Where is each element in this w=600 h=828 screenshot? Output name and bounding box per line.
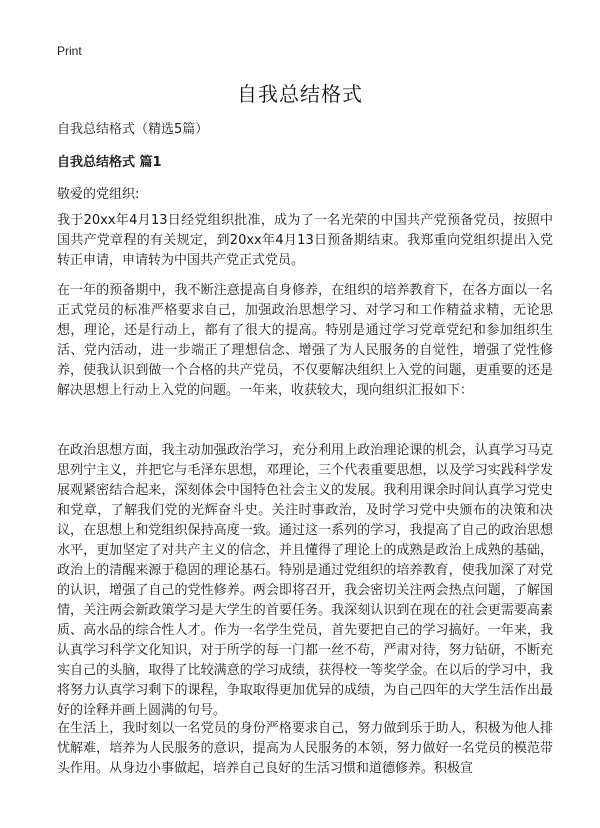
- page-title: 自我总结格式: [237, 82, 363, 106]
- greeting-line: 敬爱的党组织:: [57, 187, 140, 202]
- body-paragraph: 在政治思想方面，我主动加强政治学习，充分利用上政治理论课的机会，认真学习马克思列宁主义，并把它与毛泽东思想，邓理论，三个代表重要思想，以及学习实践科学发展观紧密结合起来，深刻体会中国特色社会主义的发展。我利用课余时间认真学习党史和党章，了解我们党的光辉奋斗史。关注时事政治，及时学习党中央颁布的决策和决议，在思想上和党组织保持高度一致。通过这一系列的学习，我提高了自己的政治思想水平，更加坚定了对共产主义的信念，并且懂得了理论上的成熟是政治上成熟的基础，政治上的清醒来源于稳固的理论基石。特别是通过党组织的培养教育，使我加深了对党的认识，增强了自己的党性修养。两会即将召开，我会密切关注两会热点问题，了解国情，关注两会新政策学习是大学生的首要任务。我深刻认识到在现在的社会更需要高素质、高水品的综合性人才。作为一名学生党员，首先要把自己的学习搞好。一年来，我认真学习科学文化知识，对于所学的每一门都一丝不苟，严肃对待，努力钻研，不断充实自己的头脑，取得了比较满意的学习成绩，获得校一等奖学金。在以后的学习中，我将努力认真学习剩下的课程，争取取得更加优异的成绩，为自己四年的大学生活作出最好的诠释并画上圆满的句号。: [57, 443, 553, 718]
- body-paragraph: 我于20xx年4月13日经党组织批准，成为了一名光荣的中国共产党预备党员，按照中国共产党章程的有关规定，到20xx年4月13日预备期结束。我郑重向党组织提出入党转正申请，申请转为中国共产党正式党员。: [57, 213, 553, 268]
- print-label[interactable]: Print: [57, 44, 82, 58]
- document-subtitle: 自我总结格式（精选5篇）: [57, 122, 209, 137]
- body-paragraph: 在生活上，我时刻以一名党员的身份严格要求自己，努力做到乐于助人，积极为他人排忧解难，培养为人民服务的意识，提高为人民服务的本领，努力做好一名党员的模范带头作用。从身边小事做起，培养自己良好的生活习惯和道德修养。积极宣: [57, 721, 553, 776]
- section-heading: 自我总结格式 篇1: [57, 155, 162, 170]
- body-paragraph: 在一年的预备期中，我不断注意提高自身修养，在组织的培养教育下，在各方面以一名正式党员的标准严格要求自己，加强政治思想学习、对学习和工作精益求精，无论思想，理论，还是行动上，都有了很大的提高。特别是通过学习党章党纪和参加组织生活、党内活动，进一步端正了理想信念、增强了为人民服务的自觉性，增强了党性修养，使我认识到做一个合格的共产党员，不仅要解决组织上入党的问题，更重要的还是解决思想上行动上入党的问题。一年来，收获较大，现向组织汇报如下：: [57, 283, 553, 398]
